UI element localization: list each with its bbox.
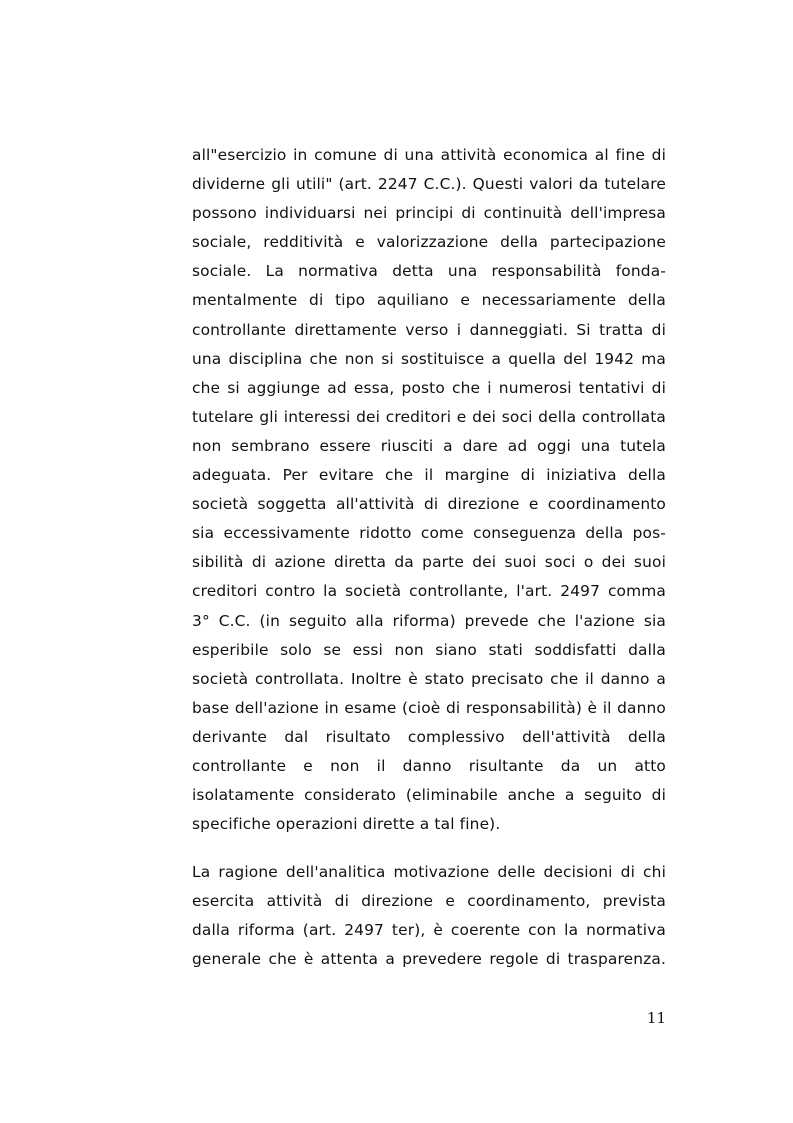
- text-line: creditori contro la società controllante, l'art. 2497 comma: [192, 582, 666, 601]
- text-line: La ragione dell'analitica motivazione delle decisioni di chi: [192, 863, 666, 881]
- text-line: controllante e non il danno risultante da un atto: [192, 756, 666, 775]
- text-line: sociale. La normativa detta una responsabilità fonda-: [192, 262, 666, 281]
- text-line: controllante direttamente verso i danneggiati. Si tratta di: [192, 320, 666, 339]
- text-line: esperibile solo se essi non siano stati soddisfatti dalla: [192, 640, 666, 659]
- text-line: sibilità di azione diretta da parte dei suoi soci o dei suoi: [192, 553, 666, 572]
- text-line: adeguata. Per evitare che il margine di iniziativa della: [192, 466, 666, 485]
- text-line: possono individuarsi nei principi di continuità dell'impresa: [192, 204, 666, 223]
- body-paragraph-2: [192, 858, 666, 974]
- text-line: società soggetta all'attività di direzione e coordinamento: [192, 495, 666, 514]
- text-line: non sembrano essere riusciti a dare ad oggi una tutela: [192, 436, 666, 455]
- text-line: mentalmente di tipo aquiliano e necessariamente della: [192, 291, 666, 310]
- text-line: che si aggiunge ad essa, posto che i numerosi tentativi di: [192, 378, 666, 397]
- text-line: dalla riforma (art. 2497 ter), è coerente con la normativa: [192, 921, 666, 940]
- text-line: isolatamente considerato (eliminabile anche a seguito di: [192, 786, 666, 805]
- text-line: una disciplina che non si sostituisce a quella del 1942 ma: [192, 349, 666, 368]
- text-line: società controllata. Inoltre è stato precisato che il danno a: [192, 669, 666, 688]
- text-line: all"esercizio in comune di una attività economica al fine di: [192, 146, 666, 164]
- text-line: dividerne gli utili" (art. 2247 C.C.). Questi valori da tutelare: [192, 175, 666, 194]
- text-line: specifiche operazioni dirette a tal fine).: [192, 815, 501, 834]
- text-line: derivante dal risultato complessivo dell'attività della: [192, 727, 666, 746]
- text-line: base dell'azione in esame (cioè di responsabilità) è il danno: [192, 698, 666, 717]
- text-line: sociale, redditività e valorizzazione della partecipazione: [192, 233, 666, 252]
- page-number: 11: [646, 1009, 666, 1027]
- text-line: esercita attività di direzione e coordinamento, prevista: [192, 892, 666, 911]
- text-line: generale che è attenta a prevedere regole di trasparenza.: [192, 950, 666, 969]
- text-line: tutelare gli interessi dei creditori e dei soci della controllata: [192, 407, 666, 426]
- text-line: 3° C.C. (in seguito alla riforma) prevede che l'azione sia: [192, 611, 666, 630]
- body-paragraph-1: [192, 141, 666, 839]
- text-line: sia eccessivamente ridotto come conseguenza della pos-: [192, 524, 666, 543]
